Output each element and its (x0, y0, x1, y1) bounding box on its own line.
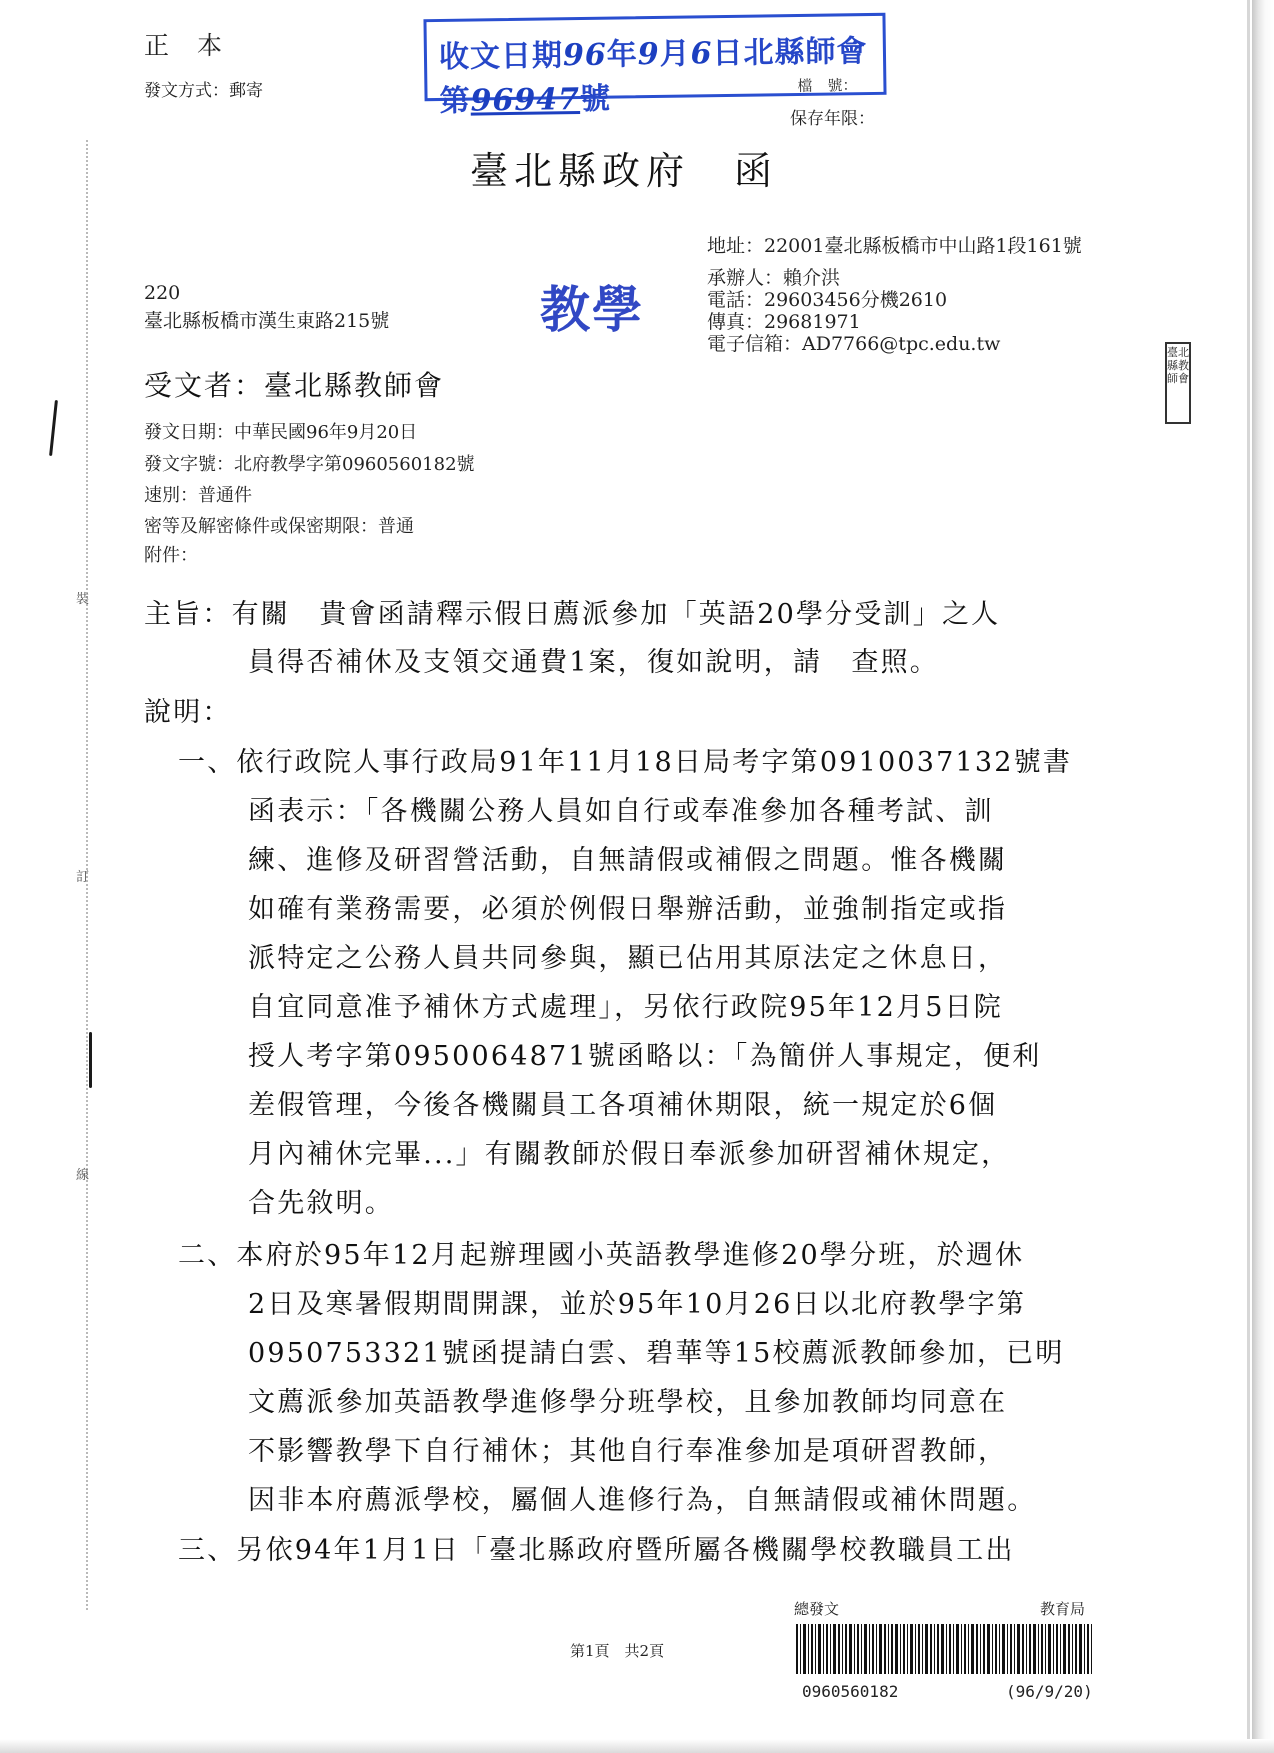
barcode-date: (96/9/20) (1006, 1682, 1093, 1701)
body-line: 函表示：「各機關公務人員如自行或奉准參加各種考試、訓 (248, 796, 994, 827)
issue-date: 發文日期：中華民國96年9月20日 (144, 422, 418, 443)
body-line: 0950753321號函提請白雲、碧華等15校薦派教師參加，已明 (248, 1338, 1065, 1369)
recipient-street: 臺北縣板橋市漢生東路215號 (144, 310, 390, 332)
sender-contact (707, 235, 1082, 355)
postal-code: 220 (144, 282, 181, 304)
body-line: 授人考字第0950064871號函略以：「為簡併人事規定，便利 (248, 1041, 1042, 1072)
speed-class: 速別：普通件 (144, 485, 252, 506)
stamp-prefix: 收文日期 (438, 38, 564, 76)
body-line: 月內補休完畢...」有關教師於假日奉派參加研習補休規定， (248, 1139, 1011, 1170)
handler: 承辦人：賴介洪 (707, 267, 841, 289)
barcode-block (794, 1600, 1100, 1714)
copy-type: 正 本 (144, 31, 232, 60)
explanation-label: 說明： (144, 697, 232, 728)
right-side-stamp (1165, 342, 1191, 424)
body-line: 差假管理，今後各機關員工各項補休期限，統一規定於6個 (248, 1090, 998, 1121)
stamp-year-handwritten: 96 (562, 37, 607, 74)
body-line: 合先敘明。 (248, 1188, 394, 1219)
subject-line-1: 主旨：有關 貴會函請釋示假日薦派參加「英語20學分受訓」之人 (144, 599, 1001, 630)
margin-mark-ding: 訂 (76, 870, 90, 885)
body-line: 一、依行政院人事行政局91年11月18日局考字第0910037132號書 (178, 747, 1073, 778)
body-line: 如確有業務需要，必須於例假日舉辦活動，並強制指定或指 (248, 894, 1008, 925)
email: 電子信箱：AD7766@tpc.edu.tw (707, 333, 1001, 355)
pen-mark-middle (89, 1032, 92, 1088)
document-title: 臺北縣政府 函 (470, 149, 779, 193)
right-side-stamp-text: 臺北縣教師會 (1167, 346, 1189, 385)
body-line: 2日及寒暑假期間開課，並於95年10月26日以北府教學字第 (248, 1289, 1027, 1320)
body-line: 自宜同意准予補休方式處理」，另依行政院95年12月5日院 (248, 992, 1003, 1023)
paper-edge-shadow (1252, 0, 1274, 1753)
dispatch-label: 總發文 (794, 1600, 840, 1618)
stamp-org: 日北縣師會第 (439, 34, 868, 120)
page-number: 第1頁 共2頁 (570, 1642, 665, 1660)
margin-mark-zhuang: 裝 (76, 592, 90, 607)
paper-bottom-edge (0, 1739, 1274, 1753)
body-line: 三、另依94年1月1日「臺北縣政府暨所屬各機關學校教職員工出 (178, 1535, 1015, 1566)
file-no-label: 檔 號： (797, 76, 858, 96)
send-method: 發文方式：郵寄 (144, 81, 263, 101)
barcode (794, 1624, 1094, 1674)
secrecy-level: 密等及解密條件或保密期限：普通 (144, 516, 414, 537)
recipient: 受文者：臺北縣教師會 (144, 369, 445, 402)
attachments: 附件： (144, 545, 198, 566)
retention-label: 保存年限： (790, 109, 875, 129)
fax: 傳真：29681971 (707, 311, 861, 333)
subject-line-2: 員得否補休及支領交通費1案，復如說明，請 查照。 (248, 647, 939, 678)
stamp-no-handwritten: 96947 (470, 82, 581, 119)
body-line: 二、本府於95年12月起辦理國小英語教學進修20學分班，於週休 (178, 1240, 1025, 1271)
pen-mark-top (49, 400, 58, 456)
paper-edge-line (1247, 0, 1250, 1753)
stamp-day-handwritten: 6 (690, 36, 713, 72)
stamp-year: 年 (606, 37, 638, 73)
stamp-no-suffix: 號 (579, 81, 612, 118)
doc-number: 發文字號：北府教學字第0960560182號 (144, 454, 475, 475)
body-line: 不影響教學下自行補休；其他自行奉准參加是項研習教師， (248, 1436, 1008, 1467)
body-line: 派特定之公務人員共同參與，顯已佔用其原法定之休息日， (248, 943, 1008, 974)
margin-mark-xian: 線 (76, 1168, 90, 1183)
barcode-number: 0960560182 (802, 1682, 899, 1701)
phone: 電話：29603456分機2610 (707, 289, 948, 311)
stamp-month-handwritten: 9 (637, 36, 660, 73)
bureau-label: 教育局 (1040, 1600, 1086, 1618)
teaching-stamp: 教學 (540, 281, 644, 339)
stamp-month: 月 (659, 36, 691, 72)
body-line: 練、進修及研習營活動，自無請假或補假之問題。惟各機關 (248, 845, 1008, 876)
sender-address: 地址：22001臺北縣板橋市中山路1段161號 (707, 235, 1082, 257)
body-line: 文薦派參加英語教學進修學分班學校，且參加教師均同意在 (248, 1387, 1008, 1418)
body-line: 因非本府薦派學校，屬個人進修行為，自無請假或補休問題。 (248, 1485, 1037, 1516)
